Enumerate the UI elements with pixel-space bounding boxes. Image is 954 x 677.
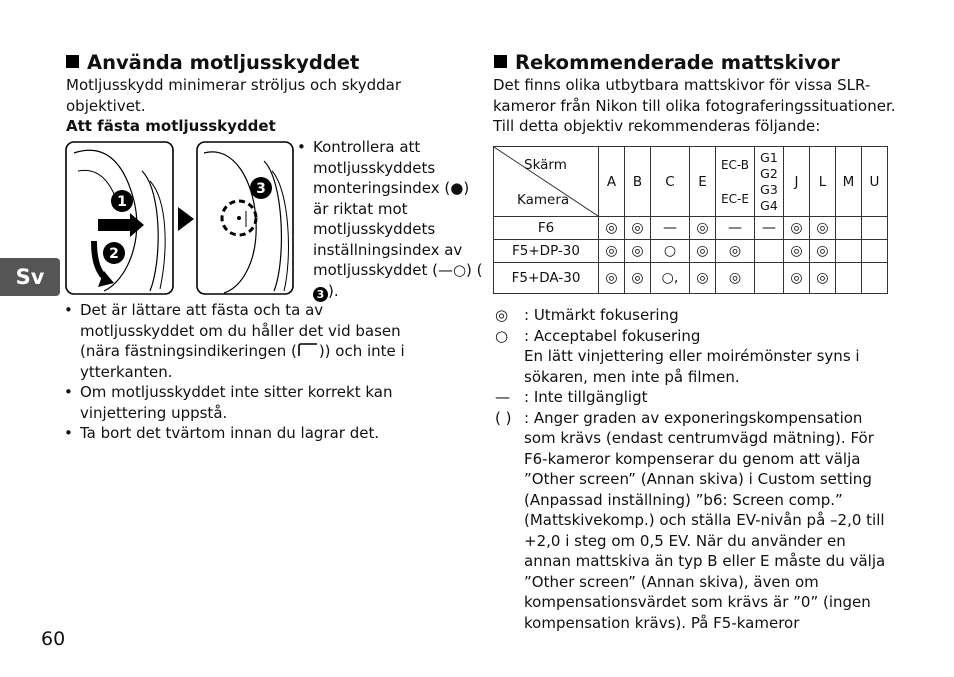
table-cell: ◎	[625, 240, 651, 263]
legend-item: ○ : Acceptabel fokusering En lätt vinjettering eller moirémönster syns i sökaren, men inte på filmen.	[495, 326, 860, 386]
table-cell	[836, 217, 862, 240]
left-heading: Använda motljusskyddet	[66, 52, 359, 74]
svg-text:2: 2	[109, 246, 119, 262]
table-cell: ◎	[716, 240, 755, 263]
col-header: M	[836, 147, 862, 217]
table-cell: ◎	[690, 263, 716, 294]
left-bullet-list	[64, 300, 434, 444]
figure-bullet: • Kontrollera att motljusskyddets monteringsindex (●) är riktat mot motljusskyddets inställningsindex av motljusskyddet (—○) (3 ).	[297, 137, 483, 302]
table-row	[494, 240, 888, 263]
col-header: E	[690, 147, 716, 217]
left-subheading: Att fästa motljusskyddet	[66, 117, 276, 135]
col-header: U	[862, 147, 888, 217]
table-cell	[862, 217, 888, 240]
table-cell: ◎	[810, 263, 836, 294]
table-cell	[836, 240, 862, 263]
table-cell: ◎	[690, 217, 716, 240]
table-cell	[755, 263, 784, 294]
hood-panel-2	[197, 142, 293, 294]
corner-cell	[494, 147, 599, 217]
table-cell	[862, 240, 888, 263]
table-cell: ◎	[599, 240, 625, 263]
table-cell	[836, 263, 862, 294]
legend-item: — : Inte tillgängligt	[495, 388, 648, 406]
table-cell	[755, 240, 784, 263]
focusing-screen-table	[493, 146, 888, 294]
table-cell: ◎	[599, 263, 625, 294]
col-header: G1 G2 G3 G4	[755, 147, 784, 217]
legend-item: ◎ : Utmärkt fokusering	[495, 306, 679, 324]
list-item: • Det är lättare att fästa och ta av motljusskyddet om du håller det vid basen (nära fästningsindikeringen ( )) och inte i ytterkanten.	[64, 300, 434, 382]
table-cell: ◎	[810, 240, 836, 263]
table-cell: ◎	[599, 217, 625, 240]
col-header: B	[625, 147, 651, 217]
col-header: J	[784, 147, 810, 217]
col-header: C	[651, 147, 690, 217]
list-item: • Om motljusskyddet inte sitter korrekt kan vinjettering uppstå.	[64, 382, 434, 423]
page-number: 60	[41, 628, 66, 650]
table-cell: —	[755, 217, 784, 240]
table-cell: ◎	[690, 240, 716, 263]
table-cell: ◎	[625, 263, 651, 294]
table-cell: ◎	[716, 263, 755, 294]
right-heading: Rekommenderade mattskivor	[494, 52, 840, 74]
table-cell: ◎	[810, 217, 836, 240]
table-cell: ◎	[784, 263, 810, 294]
list-item: • Ta bort det tvärtom innan du lagrar det.	[64, 423, 434, 444]
lens-hood-figure	[64, 141, 296, 297]
table-header-row	[494, 147, 888, 217]
next-step-arrow-icon	[178, 207, 194, 231]
camera-cell: F6	[494, 217, 599, 240]
table-legend	[495, 305, 895, 633]
right-intro: Det finns olika utbytbara mattskivor för vissa SLR-kameror från Nikon till olika fotograferingssituationer. Till detta objektiv rekommenderas följande:	[493, 76, 896, 135]
table-cell: ◎	[784, 217, 810, 240]
left-intro: Motljusskydd minimerar ströljus och skyddar objektivet.	[66, 76, 401, 115]
table-cell: —	[651, 217, 690, 240]
corner-camera-label: Kamera	[517, 192, 570, 208]
corner-screen-label: Skärm	[524, 157, 567, 173]
col-header: EC-B EC-E	[716, 147, 755, 217]
table-cell: ◎	[784, 240, 810, 263]
table-cell: —	[716, 217, 755, 240]
heading-square-icon	[494, 55, 507, 68]
table-row	[494, 217, 888, 240]
heading-square-icon	[66, 55, 79, 68]
col-header: L	[810, 147, 836, 217]
svg-text:3: 3	[256, 181, 266, 197]
hood-panel-1	[66, 142, 173, 294]
camera-cell: F5+DP-30	[494, 240, 599, 263]
table-cell: ○,	[651, 263, 690, 294]
table-cell	[862, 263, 888, 294]
svg-text:1: 1	[117, 194, 127, 210]
legend-item: ( ) : Anger graden av exponeringskompensation som krävs (endast centrumvägd mätning). För F6-kameror kompenserar du genom att välja ”Other screen” (Annan skiva) i Custom setting (Anpassad inställning) ”b6: Screen comp.” (Mattskivekomp.) och ställa EV-nivån på –2,0 till +2,0 i steg om 0,5 EV. När du använder en annan mattskiva än typ B eller E måste du välja ”Other screen” (Annan skiva), även om kompensationsvärdet som krävs är ”0” (ingen kompensation krävs). På F5-kameror	[495, 408, 886, 632]
table-row	[494, 263, 888, 294]
step-3-inline-icon: 3	[313, 287, 328, 302]
col-header: A	[599, 147, 625, 217]
attachment-indicator-icon	[297, 342, 319, 358]
table-cell: ○	[651, 240, 690, 263]
table-cell: ◎	[625, 217, 651, 240]
language-tab: Sv	[0, 258, 60, 296]
camera-cell: F5+DA-30	[494, 263, 599, 294]
